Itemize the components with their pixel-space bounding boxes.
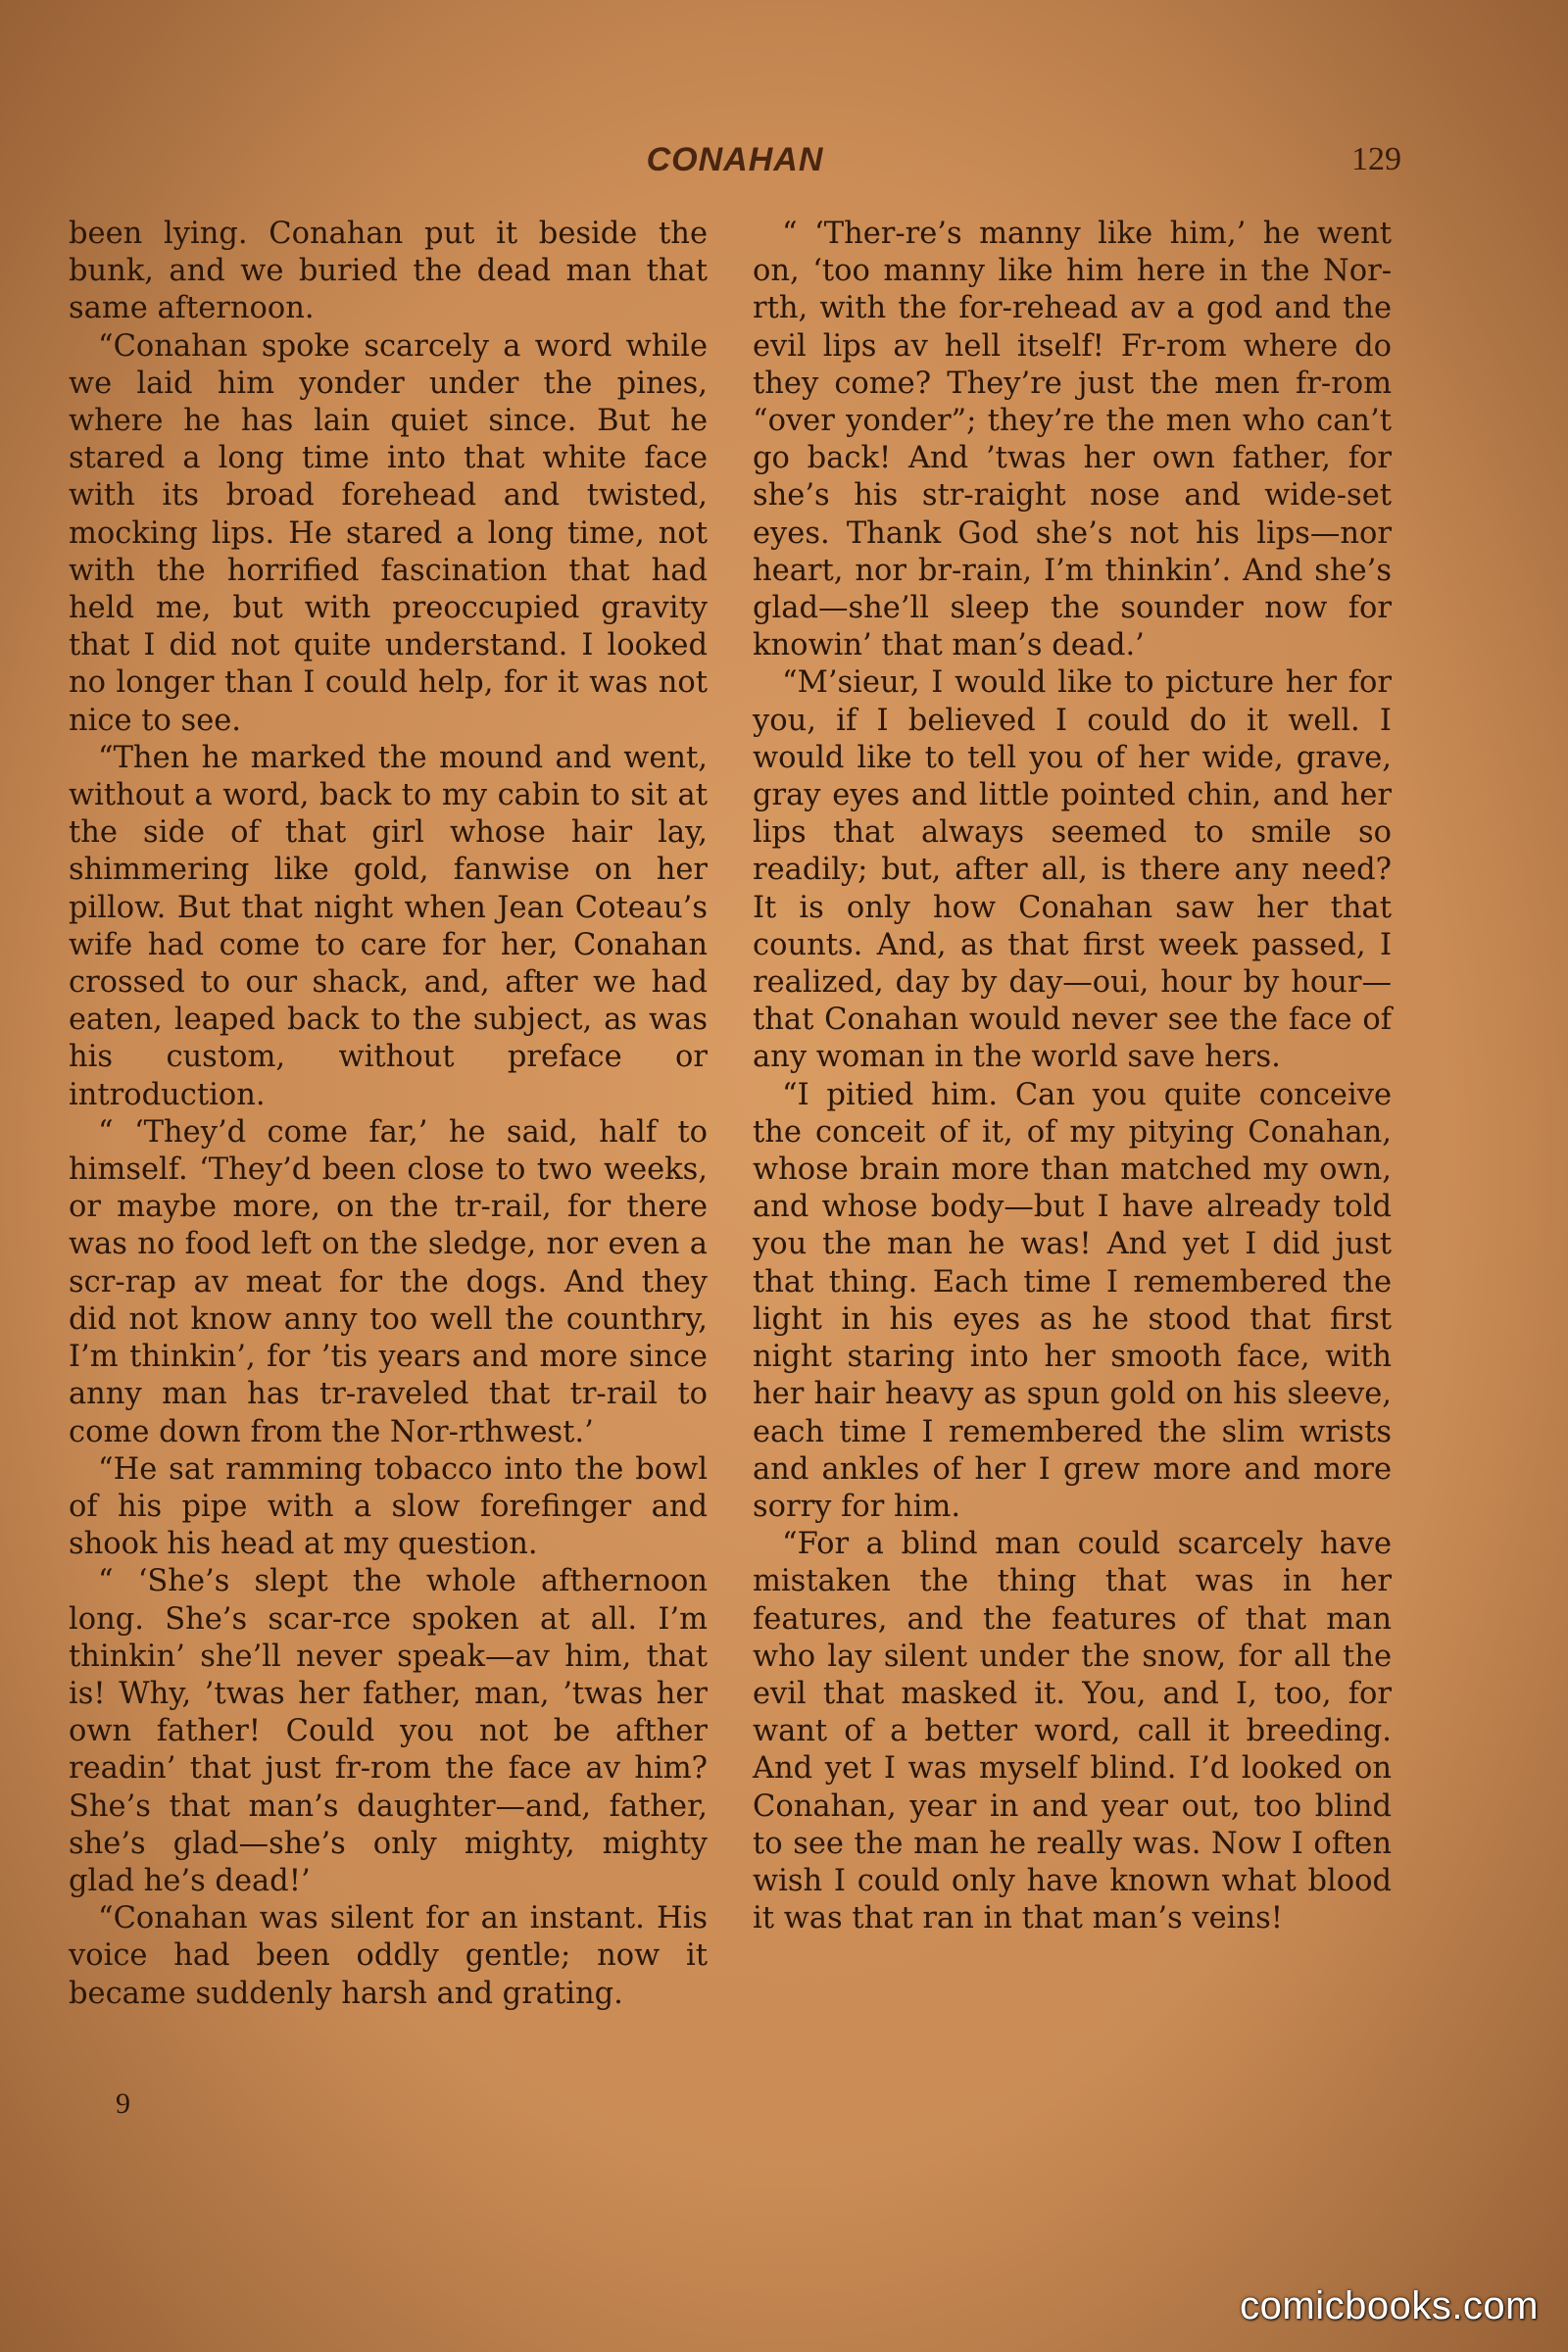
paragraph: “I pitied him. Can you quite conceive the conceit of it, of my pitying Conahan, whose brain more than matched my own, and whose body—but I have already told you the man he was! And yet I did just that thing. Each time I remembered the light in his eyes as he stood that first night staring into her smooth face, with her hair heavy as spun gold on his sleeve, each time I remembered the slim wrists and ankles of her I grew more and more sorry for him. bbox=[753, 1077, 1392, 1524]
paragraph: “ ‘They’d come far,’ he said, half to himself. ‘They’d been close to two weeks, or maybe more, on the tr-rail, for there was no food left on the sledge, nor even a scr-rap av meat for the dogs. And they did not know anny too well the counthry, I’m thinkin’, for ’tis years and more since anny man has tr-raveled that tr-rail to come down from the Nor-rthwest.’ bbox=[69, 1114, 708, 1449]
paragraph: “Conahan spoke scarcely a word while we laid him yonder under the pines, where he has lain quiet since. But he stared a long time into that white face with its broad forehead and twisted, mocking lips. He stared a long time, not with the horrified fascination that had held me, but with preoccupied gravity that I did not quite understand. I looked no longer than I could help, for it was not nice to see. bbox=[69, 328, 708, 738]
paragraph: “He sat ramming tobacco into the bowl of his pipe with a slow forefinger and shook his head at my question. bbox=[69, 1451, 708, 1562]
paragraph: been lying. Conahan put it beside the bunk, and we buried the dead man that same afternoon. bbox=[69, 217, 708, 326]
site-watermark: comicbooks.com bbox=[1240, 2284, 1539, 2328]
paragraph: “ ‘She’s slept the whole afthernoon long. She’s scar-rce spoken at all. I’m thinkin’ she’ll never speak—av him, that is! Why, ’twas her father, man, ’twas her own father! Could you not be afther readin’ that just fr-rom the face av him? She’s that man’s daughter—and, father, she’s glad—she’s only mighty, mighty glad he’s dead!’ bbox=[69, 1564, 708, 1898]
paragraph: “Then he marked the mound and went, without a word, back to my cabin to sit at the side of that girl whose hair lay, shimmering like gold, fanwise on her pillow. But that night when Jean Coteau’s wife had come to care for her, Conahan crossed to our shack, and, after we had eaten, leaped back to the subject, as was his custom, without preface or introduction. bbox=[69, 740, 708, 1112]
running-title: CONAHAN bbox=[646, 141, 824, 178]
paragraph: “M’sieur, I would like to picture her for you, if I believed I could do it well. I would like to tell you of her wide, grave, gray eyes and little pointed chin, and her lips that always seemed to smile so readily; but, after all, is there any need? It is only how Conahan saw her that counts. And, as that first week passed, I realized, day by day—oui, hour by hour—that Conahan would never see the face of any woman in the world save hers. bbox=[753, 665, 1392, 1075]
paragraph: “Conahan was silent for an instant. His voice had been oddly gentle; now it became suddenly harsh and grating. bbox=[69, 1901, 708, 2011]
paragraph: “ ‘Ther-re’s manny like him,’ he went on, ‘too manny like him here in the Nor-rth, with the for-rehead av a god and the evil lips av hell itself! Fr-rom where do they come? They’re just the men fr-rom “over yonder”; they’re the men who can’t go back! And ’twas her own father, for she’s his str-raight nose and wide-set eyes. Thank God she’s not his lips—nor heart, nor br-rain, I’m thinkin’. And she’s glad—she’ll sleep the sounder now for knowin’ that man’s dead.’ bbox=[753, 217, 1392, 663]
running-head bbox=[0, 141, 1568, 190]
signature-mark: 9 bbox=[116, 2087, 130, 2120]
left-column bbox=[69, 216, 708, 2013]
page-number: 129 bbox=[1351, 141, 1401, 177]
right-column bbox=[753, 216, 1392, 1937]
paragraph: “For a blind man could scarcely have mistaken the thing that was in her features, and the features of that man who lay silent under the snow, for all the evil that masked it. You, and I, too, for want of a better word, call it breeding. And yet I was myself blind. I’d looked on Conahan, year in and year out, too blind to see the man he really was. Now I often wish I could only have known what blood it was that ran in that man’s veins! bbox=[753, 1527, 1392, 1936]
